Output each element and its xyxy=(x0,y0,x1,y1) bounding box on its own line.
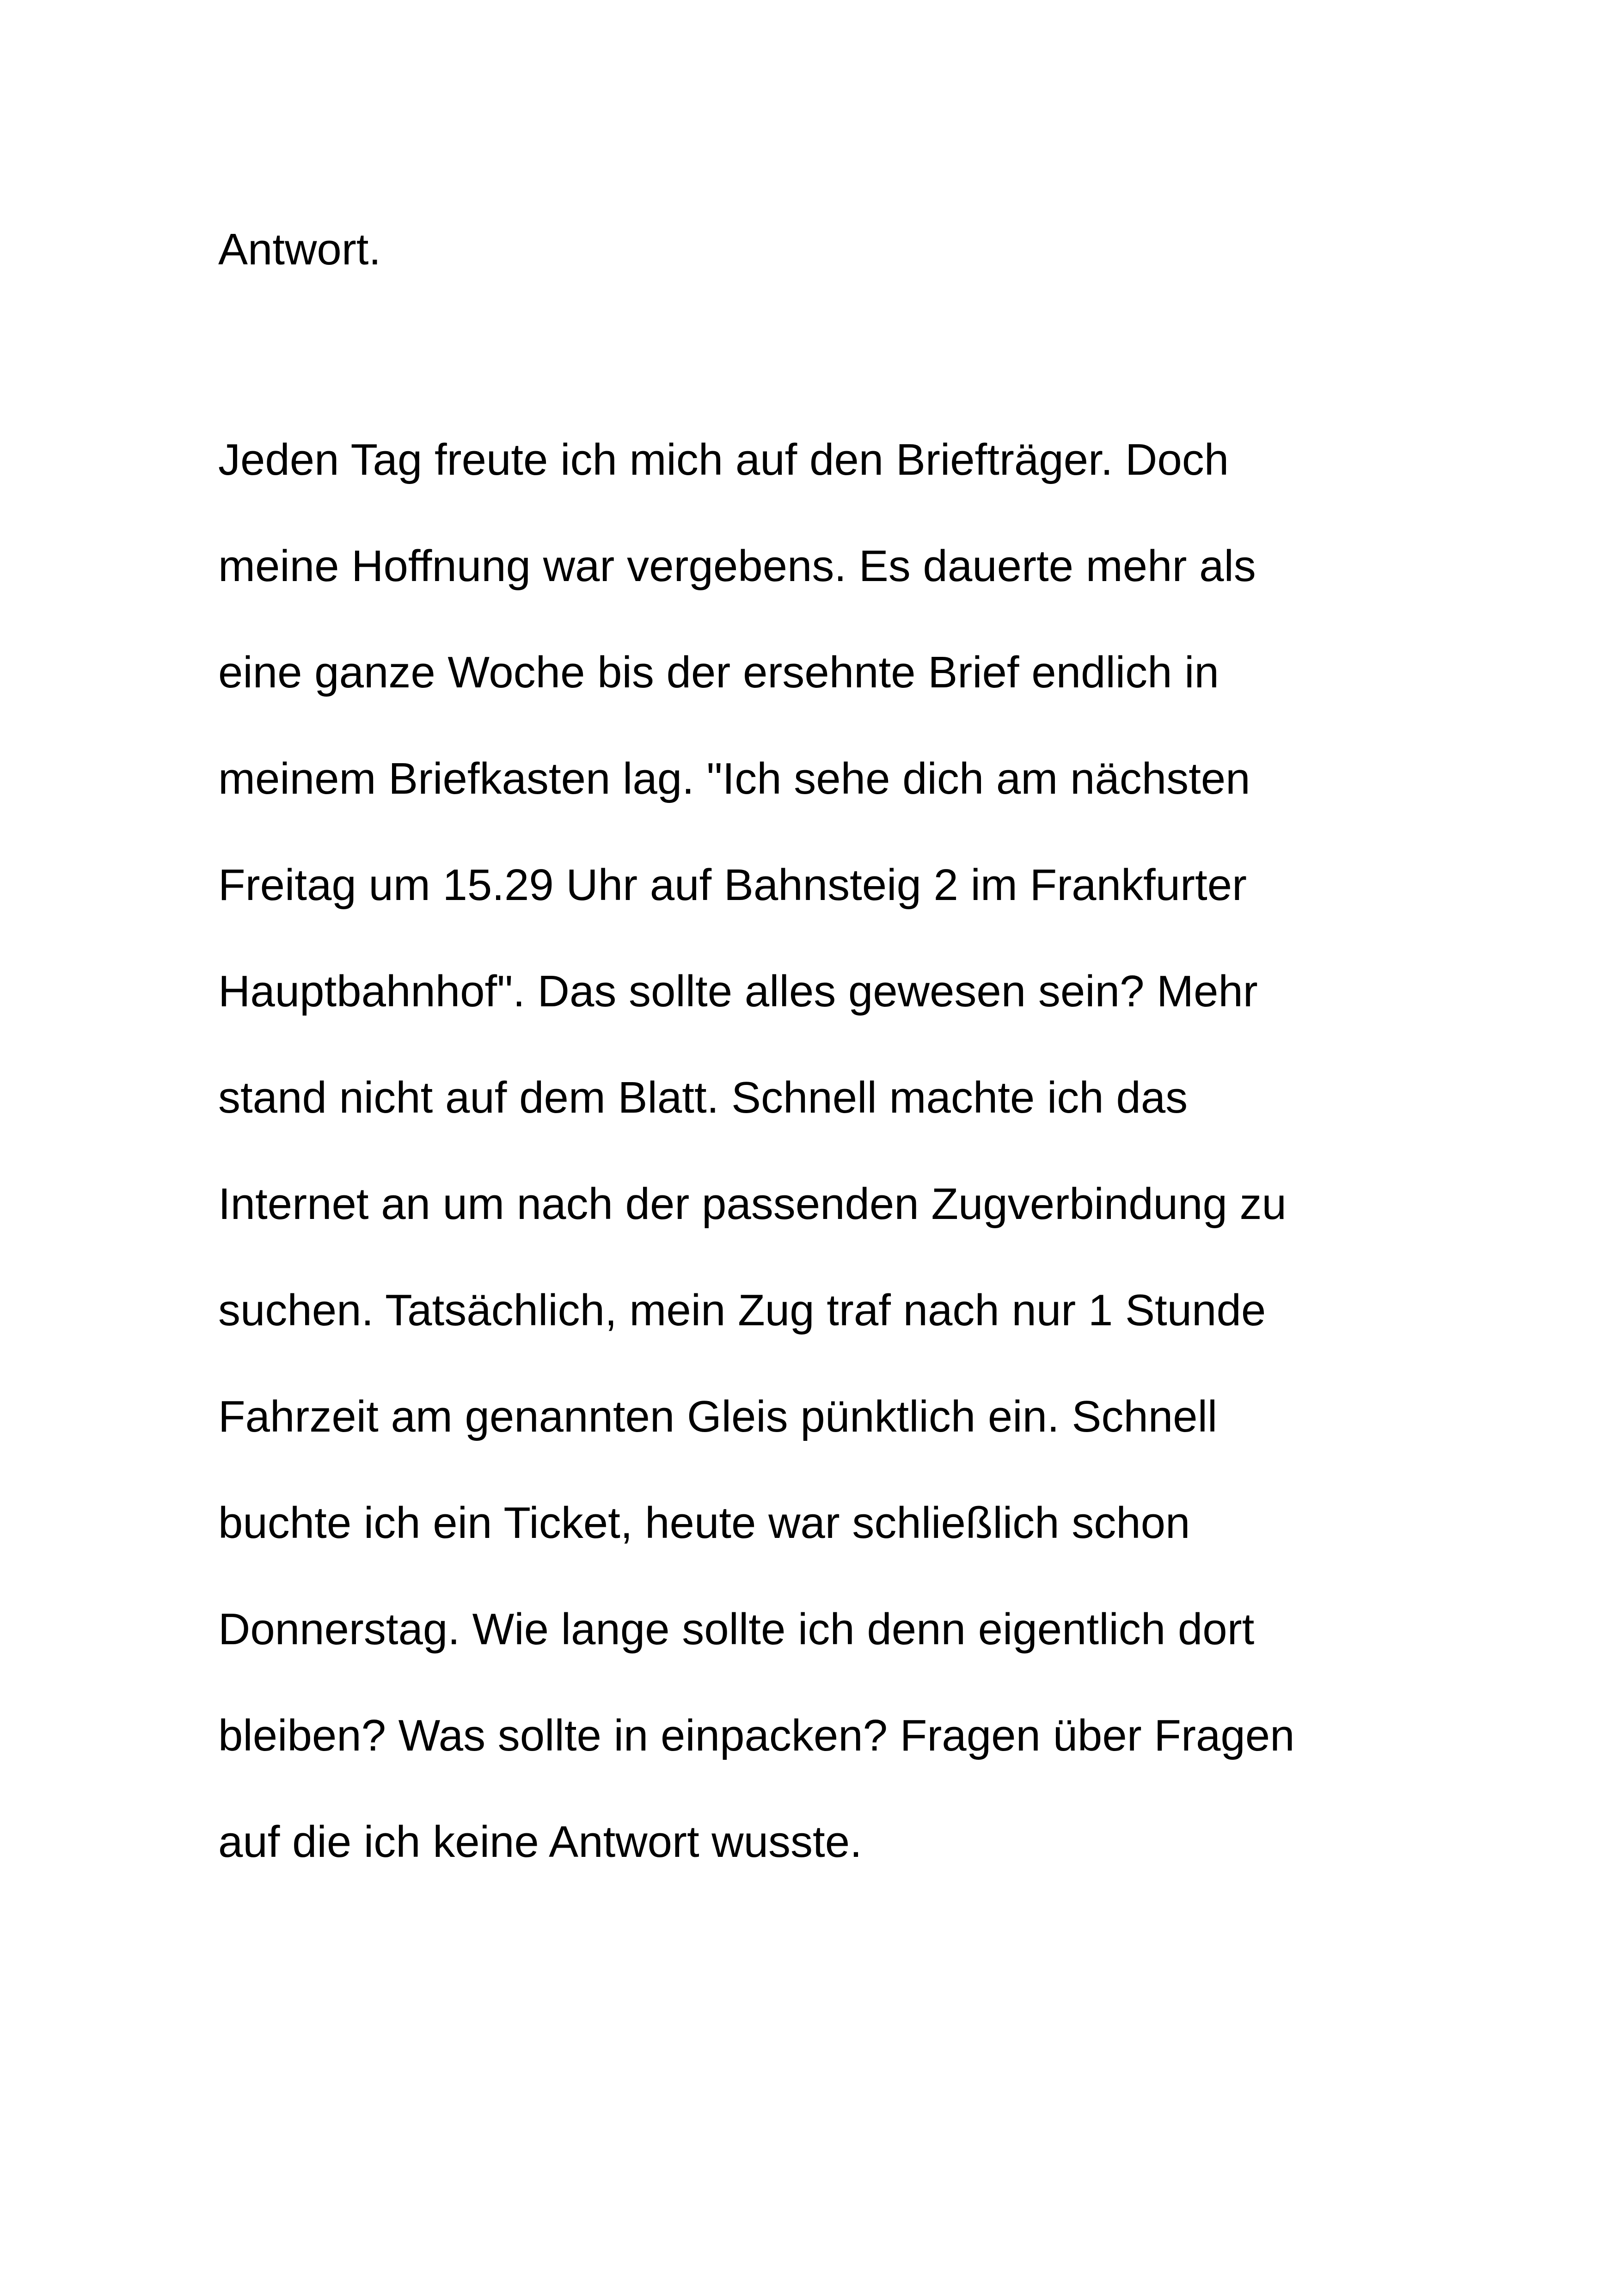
text-line: Internet an um nach der passenden Zugverbindung zu xyxy=(218,1179,1287,1229)
text-line: auf die ich keine Antwort wusste. xyxy=(218,1817,862,1867)
text-line: meine Hoffnung war vergebens. Es dauerte mehr als xyxy=(218,541,1256,591)
text-line: Hauptbahnhof". Das sollte alles gewesen sein? Mehr xyxy=(218,967,1258,1016)
text-line: Donnerstag. Wie lange sollte ich denn eigentlich dort xyxy=(218,1604,1255,1654)
text-line: bleiben? Was sollte in einpacken? Fragen über Fragen xyxy=(218,1711,1295,1760)
text-line: suchen. Tatsächlich, mein Zug traf nach nur 1 Stunde xyxy=(218,1286,1266,1335)
text-line: Freitag um 15.29 Uhr auf Bahnsteig 2 im Frankfurter xyxy=(218,860,1247,910)
text-line: eine ganze Woche bis der ersehnte Brief endlich in xyxy=(218,648,1219,697)
text-line: meinem Briefkasten lag. "Ich sehe dich am nächsten xyxy=(218,754,1250,803)
text-line: Antwort. xyxy=(218,225,381,274)
text-line: buchte ich ein Ticket, heute war schließlich schon xyxy=(218,1498,1190,1548)
text-line: stand nicht auf dem Blatt. Schnell machte ich das xyxy=(218,1073,1188,1122)
text-line: Jeden Tag freute ich mich auf den Briefträger. Doch xyxy=(218,435,1229,484)
text-line: Fahrzeit am genannten Gleis pünktlich ein. Schnell xyxy=(218,1392,1218,1441)
